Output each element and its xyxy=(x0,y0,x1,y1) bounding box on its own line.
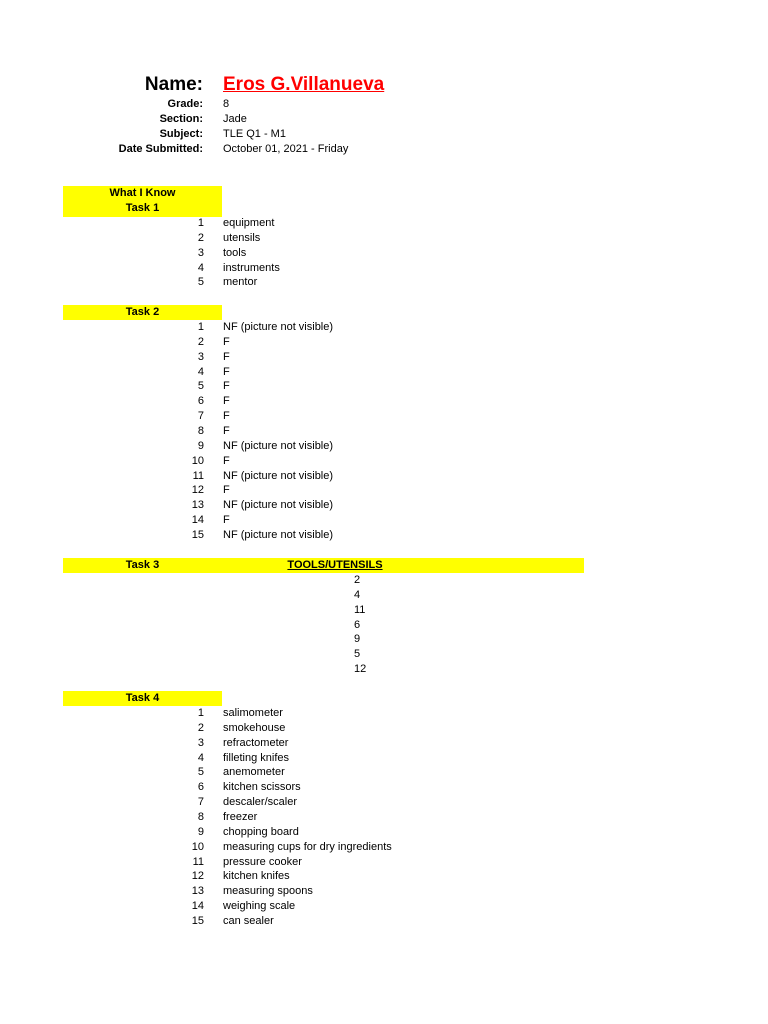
task4-row-number: 1 xyxy=(197,707,204,719)
task4-row-number: 6 xyxy=(197,781,204,794)
task2-row-number: 7 xyxy=(197,410,204,423)
task4-row-answer: filleting knifes xyxy=(223,751,290,764)
task3-value: 2 xyxy=(354,574,361,586)
task4-row-number: 4 xyxy=(197,751,204,764)
task1-heading: Task 1 xyxy=(125,202,160,214)
task4-row-answer: weighing scale xyxy=(223,900,296,912)
task4-row-number: 12 xyxy=(191,870,204,883)
task1-row-number: 5 xyxy=(197,276,204,289)
task4-row-number: 11 xyxy=(192,855,204,868)
task2-row-number: 11 xyxy=(192,469,204,482)
task1-row-answer: equipment xyxy=(223,217,275,229)
task1-row-answer: utensils xyxy=(223,231,261,244)
task3-value: 4 xyxy=(354,588,361,601)
task2-row-number: 2 xyxy=(197,335,204,348)
student-name: Eros G.Villanueva xyxy=(223,74,385,95)
task2-row-answer: F xyxy=(223,410,230,423)
subject-value: TLE Q1 - M1 xyxy=(223,128,286,140)
task2-row-number: 15 xyxy=(191,528,204,541)
task2-row-answer: F xyxy=(223,395,230,408)
task4-row-number: 5 xyxy=(197,766,204,779)
task2-row-number: 10 xyxy=(191,454,204,467)
task3-value: 9 xyxy=(354,633,361,646)
task4-row-answer: can sealer xyxy=(223,914,274,927)
task2-row-answer: F xyxy=(223,335,230,348)
task4-row-answer: pressure cooker xyxy=(223,855,302,868)
task2-row-answer: NF (picture not visible) xyxy=(223,499,334,512)
task4-row-answer: anemometer xyxy=(223,766,285,779)
task2-row-number: 5 xyxy=(197,380,204,393)
task2-row-answer: NF (picture not visible) xyxy=(223,439,334,452)
task1-row-number: 1 xyxy=(197,217,204,229)
task2-row-answer: F xyxy=(223,484,230,497)
task4-row-number: 10 xyxy=(191,840,204,853)
grade-label: Grade: xyxy=(167,98,203,110)
task2-row-number: 8 xyxy=(197,424,204,437)
grade-value: 8 xyxy=(223,98,230,110)
task4-row-number: 7 xyxy=(197,796,204,809)
name-label: Name: xyxy=(144,74,203,95)
subject-label: Subject: xyxy=(159,128,203,140)
task2-row-number: 1 xyxy=(197,321,204,333)
task4-row-answer: chopping board xyxy=(223,825,299,838)
task1-row-number: 3 xyxy=(197,246,204,259)
task4-row-answer: kitchen knifes xyxy=(223,870,290,883)
task2-row-answer: NF (picture not visible) xyxy=(223,321,334,333)
task1-row-answer: instruments xyxy=(223,261,280,274)
task4-row-number: 3 xyxy=(197,736,204,749)
task1-row-number: 4 xyxy=(197,261,204,274)
task2-row-number: 14 xyxy=(191,514,204,526)
date-submitted-label: Date Submitted: xyxy=(118,143,203,155)
task2-row-answer: F xyxy=(223,424,230,437)
task4-row-answer: kitchen scissors xyxy=(223,781,301,794)
task4-row-answer: measuring spoons xyxy=(223,885,313,898)
task4-row-answer: smokehouse xyxy=(223,721,286,734)
task4-heading: Task 4 xyxy=(125,692,160,704)
task3-heading: Task 3 xyxy=(125,559,160,571)
task2-row-answer: F xyxy=(223,514,230,526)
task2-row-answer: F xyxy=(223,380,230,393)
task2-row-number: 4 xyxy=(197,365,204,378)
task2-row-answer: F xyxy=(223,454,230,467)
task2-heading: Task 2 xyxy=(125,306,160,318)
task2-row-answer: NF (picture not visible) xyxy=(223,469,334,482)
task2-row-number: 6 xyxy=(197,395,204,408)
date-submitted-value: October 01, 2021 - Friday xyxy=(223,143,349,155)
task3-value: 11 xyxy=(354,603,366,616)
task4-row-number: 13 xyxy=(191,885,204,898)
task1-row-answer: tools xyxy=(223,246,247,259)
task4-row-number: 8 xyxy=(197,811,204,823)
task4-row-answer: freezer xyxy=(223,811,258,823)
task2-row-number: 3 xyxy=(197,350,204,363)
task2-row-number: 13 xyxy=(191,499,204,512)
tools-utensils-header: TOOLS/UTENSILS xyxy=(287,559,383,571)
task2-row-answer: F xyxy=(223,365,230,378)
task2-row-answer: NF (picture not visible) xyxy=(223,528,334,541)
task4-row-number: 9 xyxy=(197,825,204,838)
section-label: Section: xyxy=(159,113,203,125)
task1-row-answer: mentor xyxy=(223,276,258,289)
task3-value: 12 xyxy=(354,663,367,676)
task2-row-number: 9 xyxy=(197,439,204,452)
section-value: Jade xyxy=(223,113,247,125)
task4-row-answer: measuring cups for dry ingredients xyxy=(223,840,392,853)
task2-row-answer: F xyxy=(223,350,230,363)
task4-row-number: 15 xyxy=(191,914,204,927)
task2-row-number: 12 xyxy=(191,484,204,497)
task3-value: 6 xyxy=(354,618,361,631)
task3-value: 5 xyxy=(354,648,361,661)
task4-row-number: 2 xyxy=(197,721,204,734)
task4-row-answer: salimometer xyxy=(223,707,283,719)
task4-row-number: 14 xyxy=(191,900,204,912)
task4-row-answer: refractometer xyxy=(223,736,289,749)
task4-row-answer: descaler/scaler xyxy=(223,796,297,809)
task1-row-number: 2 xyxy=(197,231,204,244)
what-i-know-heading: What I Know xyxy=(109,187,176,199)
